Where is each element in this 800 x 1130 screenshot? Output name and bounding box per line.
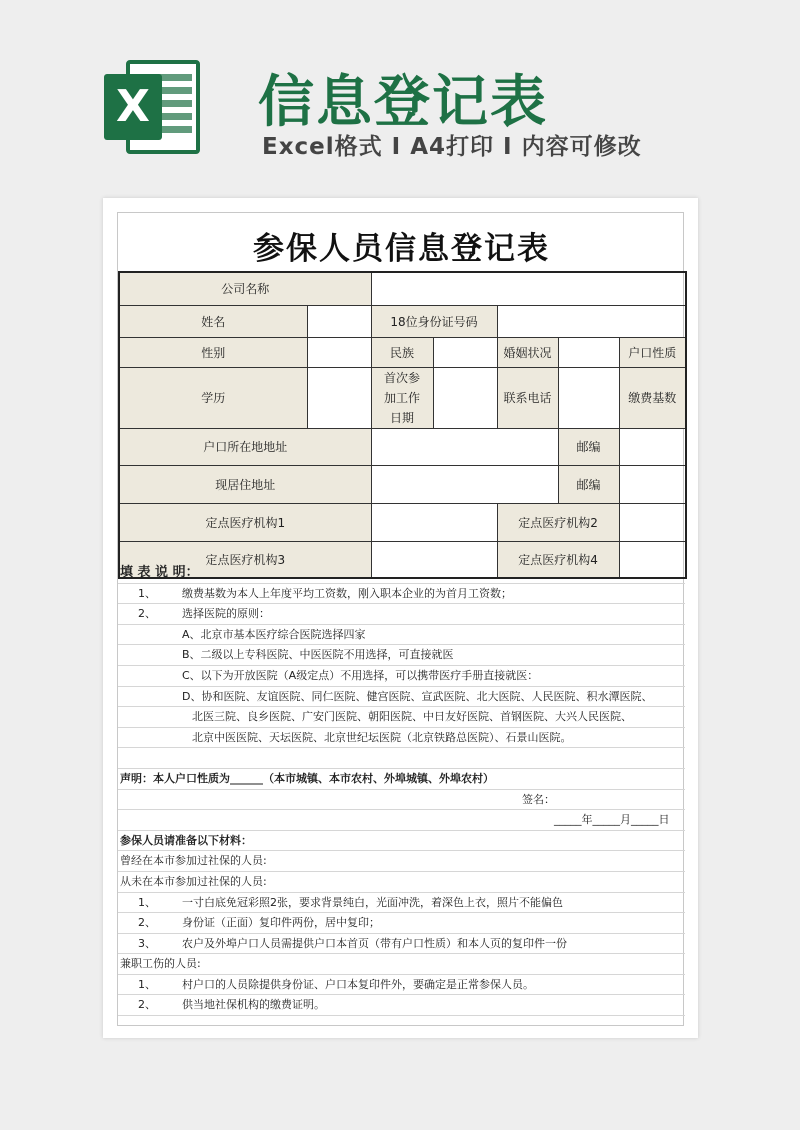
spacer-row — [118, 748, 685, 769]
label-education: 学历 — [119, 367, 307, 428]
banner-subtitle: Excel格式 I A4打印 I 内容可修改 — [262, 134, 642, 160]
input-id-number[interactable] — [497, 305, 686, 337]
document-page — [103, 198, 698, 1038]
input-ethnicity[interactable] — [433, 337, 497, 367]
logo-letter: X — [104, 74, 162, 140]
input-name[interactable] — [307, 305, 371, 337]
document-frame — [117, 212, 684, 1026]
label-hospital-4: 定点医疗机构4 — [497, 541, 619, 578]
instructions-section — [118, 563, 685, 1016]
label-hukou-address: 户口所在地地址 — [119, 428, 371, 465]
label-marital-status: 婚姻状况 — [497, 337, 558, 367]
input-postcode[interactable] — [619, 428, 686, 465]
input-gender[interactable] — [307, 337, 371, 367]
input-phone[interactable] — [558, 367, 619, 428]
input-hukou-address[interactable] — [371, 428, 558, 465]
input-hospital-2[interactable] — [619, 503, 686, 541]
declaration: 声明：本人户口性质为______（本市城镇、本市农村、外埠城镇、外埠农村） — [118, 769, 685, 790]
label-ethnicity: 民族 — [371, 337, 433, 367]
input-marital-status[interactable] — [558, 337, 619, 367]
list-item: D、协和医院、友谊医院、同仁医院、健宫医院、宣武医院、北大医院、人民医院、积水潭医院、 — [118, 687, 685, 708]
list-item: C、以下为开放医院（A级定点）不用选择，可以携带医疗手册直接就医： — [118, 666, 685, 687]
notes-header: 填 表 说 明： — [118, 563, 685, 584]
label-id-number: 18位身份证号码 — [371, 305, 497, 337]
materials-header: 参保人员请准备以下材料： — [118, 831, 685, 852]
list-item: 2、 选择医院的原则： — [118, 604, 685, 625]
registration-form — [118, 271, 687, 579]
banner-title: 信息登记表 — [258, 70, 548, 135]
list-item: 2、 身份证（正面）复印件两份，居中复印； — [118, 913, 685, 934]
label-postcode-2: 邮编 — [558, 465, 619, 503]
input-first-work-date[interactable] — [433, 367, 497, 428]
label-postcode: 邮编 — [558, 428, 619, 465]
list-item: B、二级以上专科医院、中医医院不用选择，可直接就医 — [118, 645, 685, 666]
list-item: A、北京市基本医疗综合医院选择四家 — [118, 625, 685, 646]
label-gender: 性别 — [119, 337, 307, 367]
list-item: 北医三院、良乡医院、广安门医院、朝阳医院、中日友好医院、首钢医院、大兴人民医院、 — [118, 707, 685, 728]
label-first-work-date: 首次参加工作日期 — [371, 367, 433, 428]
input-postcode-2[interactable] — [619, 465, 686, 503]
label-hukou-type: 户口性质 — [619, 337, 686, 367]
input-education[interactable] — [307, 367, 371, 428]
signature-row: 签名： — [118, 790, 685, 811]
list-item: 1、 一寸白底免冠彩照2张，要求背景纯白，光面冲洗，着深色上衣，照片不能偏色 — [118, 893, 685, 914]
document-title: 参保人员信息登记表 — [253, 231, 550, 267]
input-current-address[interactable] — [371, 465, 558, 503]
banner — [0, 0, 800, 190]
label-contribution-base: 缴费基数 — [619, 367, 686, 428]
input-company-name[interactable] — [371, 272, 686, 305]
list-item: 2、 供当地社保机构的缴费证明。 — [118, 995, 685, 1016]
list-item: 3、 农户及外埠户口人员需提供户口本首页（带有户口性质）和本人页的复印件一份 — [118, 934, 685, 955]
part-time-label: 兼职工伤的人员: — [118, 954, 685, 975]
label-hospital-1: 定点医疗机构1 — [119, 503, 371, 541]
label-phone: 联系电话 — [497, 367, 558, 428]
list-item: 1、 村户口的人员除提供身份证、户口本复印件外，要确定是正常参保人员。 — [118, 975, 685, 996]
list-item: 北京中医医院、天坛医院、北京世纪坛医院（北京铁路总医院）、石景山医院。 — [118, 728, 685, 749]
prior-insured-label: 曾经在本市参加过社保的人员: — [118, 851, 685, 872]
date-row: _____年_____月_____日 — [118, 810, 685, 831]
label-name: 姓名 — [119, 305, 307, 337]
excel-logo-icon — [104, 60, 200, 154]
input-hospital-1[interactable] — [371, 503, 497, 541]
never-insured-label: 从未在本市参加过社保的人员: — [118, 872, 685, 893]
label-company-name: 公司名称 — [119, 272, 371, 305]
label-current-address: 现居住地址 — [119, 465, 371, 503]
list-item: 1、 缴费基数为本人上年度平均工资数，刚入职本企业的为首月工资数； — [118, 584, 685, 605]
label-hospital-2: 定点医疗机构2 — [497, 503, 619, 541]
label-hospital-3: 定点医疗机构3 — [119, 541, 371, 578]
